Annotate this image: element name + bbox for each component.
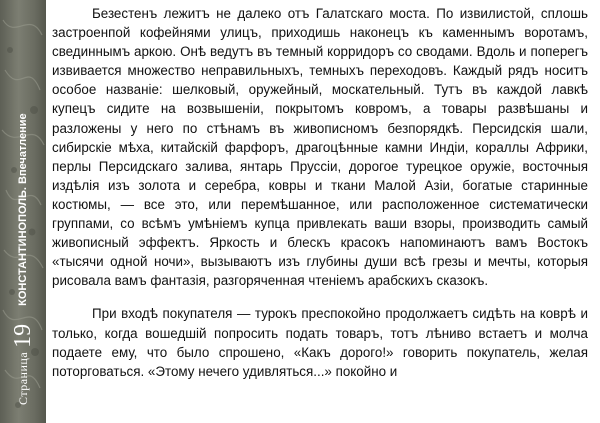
- paragraph-2: При входѣ покупателя — турокъ преспокойно продолжаетъ сидѣть на коврѣ и только, когда вошедшій попросить подать товаръ, тотъ лѣниво встаетъ и молча подаете ему, что было спрошено, «Какъ дорого!» говорить покупатель, желая поторговаться. «Этому нечего удивляться...» покойно и: [52, 306, 588, 379]
- article-body: [52, 4, 588, 395]
- sidebar-vertical-text: [0, 0, 46, 423]
- section-title: КОНСТАНТИНОПОЛЬ. Впечатление: [17, 113, 29, 306]
- paragraph-1: Безестенъ лежитъ не далеко отъ Галатскаго моста. По извилистой, сплошь застроенпой кофейнями улицъ, приходишь наконецъ къ каменнымъ воротамъ, свединнымъ аркою. Онѣ ведутъ въ темный корридоръ со сводами. Вдоль и поперегъ извивается множество неправильныхъ, темныхъ переходовъ. Каждый рядъ носитъ особое названіе: шелковый, оружейный, москательный. Тутъ въ каждой лавкѣ купецъ сидите на возвышеніи, покрытомъ ковромъ, а товары развѣшаны и разложены у него по стѣнамъ въ живописномъ безпорядкѣ. Персидскія шали, сибирскіе мѣха, китайскій фарфоръ, драгоцѣнные камни Индіи, кораллы Африки, перлы Персидскаго залива, янтарь Пруссіи, дорогое турецкое оружіе, восточныя издѣлія изъ золота и серебра, ковры и ткани Малой Азіи, богатые старинные костюмы, — все это, или перемѣшанное, или расположенное систематически группами, со всѣмъ умѣніемъ купца привлекать ваши взоры, производить самый живописный эффектъ. Яркость и блескъ красокъ напоминаютъ вамъ Востокъ «тысячи одной ночи», вызываютъ изъ глубины души всѣ грезы и мечты, которыя рисовала вамъ фантазія, разгоряченная чтеніемъ арабскихъ сказокъ.: [52, 6, 588, 289]
- page-label: Страница: [15, 351, 30, 405]
- page-number: 19: [9, 323, 36, 348]
- sidebar-strip: [0, 0, 46, 423]
